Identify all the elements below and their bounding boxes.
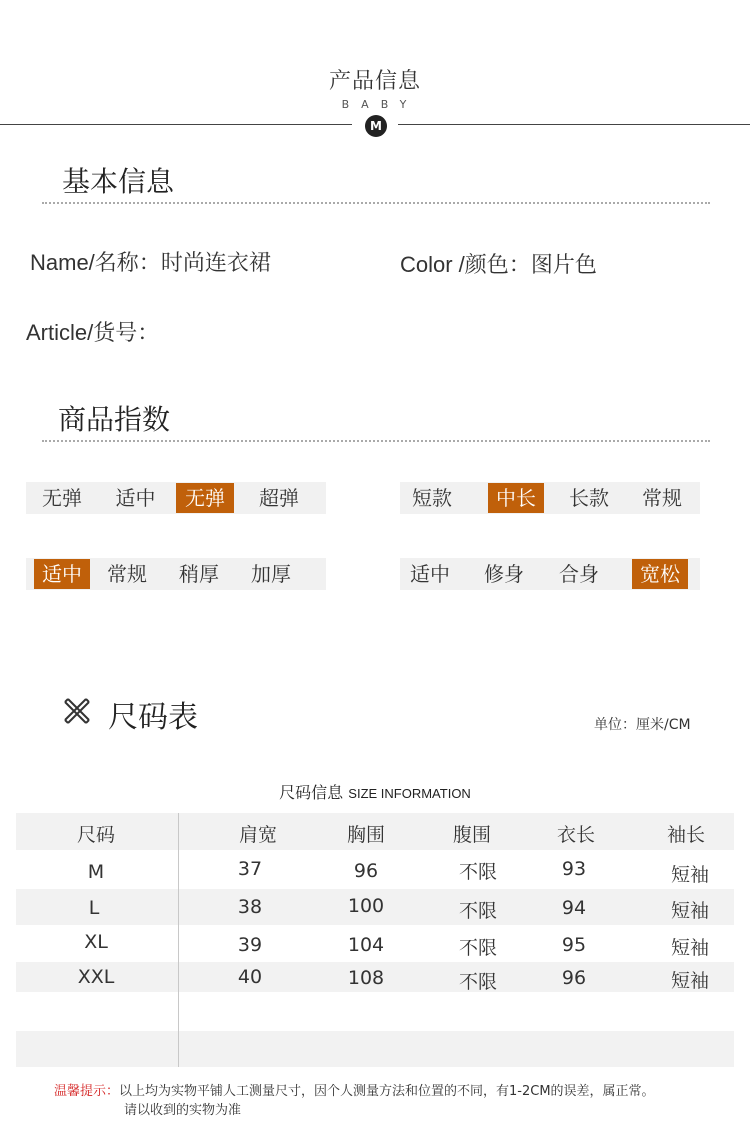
index-bar-length: [400, 482, 700, 514]
table-cell: XXL: [77, 966, 115, 988]
index-option: 稍厚: [179, 562, 219, 586]
index-option: 常规: [107, 562, 147, 586]
table-cell: 40: [237, 966, 263, 988]
tip-line-1: 以上均为实物平铺人工测量尺寸，因个人测量方法和位置的不同，有1-2CM的误差，属正常。: [119, 1084, 655, 1099]
table-cell: 100: [347, 895, 385, 917]
table-header-sleeve: 袖长: [666, 824, 705, 846]
table-cell: 短袖: [670, 900, 709, 922]
index-option: 适中: [410, 562, 450, 586]
index-option-selected: 无弹: [176, 483, 234, 513]
table-cell: 短袖: [670, 937, 709, 959]
index-bar-thickness: [26, 558, 326, 590]
table-cell: 104: [347, 934, 385, 956]
index-option: 加厚: [251, 562, 291, 586]
table-cell: 不限: [458, 971, 497, 993]
table-cell: 短袖: [670, 970, 709, 992]
index-option-selected: 适中: [34, 559, 90, 589]
index-bar-fit: [400, 558, 700, 590]
table-cell: M: [87, 861, 105, 883]
index-option: 短款: [412, 486, 452, 510]
name-label: Name/名称：: [30, 250, 161, 275]
close-cross-icon: [62, 696, 92, 726]
name-line: [30, 246, 271, 277]
table-header-waist: 腹围: [452, 824, 491, 846]
name-value: 时尚连衣裙: [160, 251, 271, 276]
table-header-shoulder: 肩宽: [238, 824, 277, 846]
table-caption-en: SIZE INFORMATION: [348, 786, 471, 801]
unit-label: 单位：厘米/CM: [594, 717, 691, 733]
table-cell: 不限: [458, 900, 497, 922]
table-cell: 37: [237, 858, 263, 880]
table-header-bust: 胸围: [346, 824, 385, 846]
table-cell: 94: [561, 897, 587, 919]
table-cell: 38: [237, 896, 263, 918]
table-cell: 短袖: [670, 864, 709, 886]
measurement-tip: [54, 1082, 655, 1120]
color-value: 图片色: [530, 253, 597, 278]
dotted-divider: [42, 440, 710, 442]
logo-badge: M: [365, 115, 387, 137]
table-cell: 108: [347, 967, 385, 989]
table-cell: 96: [561, 967, 587, 989]
table-cell: 95: [561, 934, 587, 956]
index-option-selected: 中长: [488, 483, 544, 513]
index-option: 无弹: [42, 486, 82, 510]
index-option: 长款: [569, 486, 609, 510]
table-cell: 93: [561, 858, 587, 880]
color-line: [400, 248, 597, 279]
index-option: 适中: [115, 486, 156, 510]
table-cell: XL: [84, 931, 108, 953]
table-row-bg: [16, 1031, 734, 1067]
table-divider: [178, 813, 179, 1067]
table-cell: 不限: [458, 937, 497, 959]
table-cell: 96: [353, 860, 379, 882]
index-option: 超弹: [259, 486, 299, 510]
tip-line-2: 请以收到的实物为准: [124, 1103, 242, 1118]
index-bar-elasticity: [26, 482, 326, 514]
article-line: [26, 316, 159, 347]
index-option: 合身: [559, 562, 599, 586]
section-title-size-chart: 尺码表: [108, 700, 198, 735]
table-header-size: 尺码: [76, 824, 115, 846]
article-label: Article/货号：: [26, 320, 160, 345]
section-title-product-index: 商品指数: [58, 403, 171, 436]
color-label: Color /颜色：: [400, 252, 531, 277]
page-subtitle: BABY: [341, 98, 419, 111]
index-option-selected: 宽松: [632, 559, 688, 589]
section-title-basic-info: 基本信息: [62, 165, 175, 198]
table-caption-cn: 尺码信息: [279, 783, 344, 802]
page-title: 产品信息: [328, 69, 421, 94]
tip-label: 温馨提示：: [54, 1084, 120, 1099]
table-cell: 39: [237, 934, 263, 956]
index-option: 常规: [642, 486, 682, 510]
divider-right: [398, 124, 750, 125]
table-cell: L: [88, 897, 100, 919]
table-caption: [0, 780, 750, 803]
index-option: 修身: [484, 562, 524, 586]
table-header-length: 衣长: [556, 824, 595, 846]
divider-left: [0, 124, 352, 125]
table-cell: 不限: [458, 861, 497, 883]
dotted-divider: [42, 202, 710, 204]
